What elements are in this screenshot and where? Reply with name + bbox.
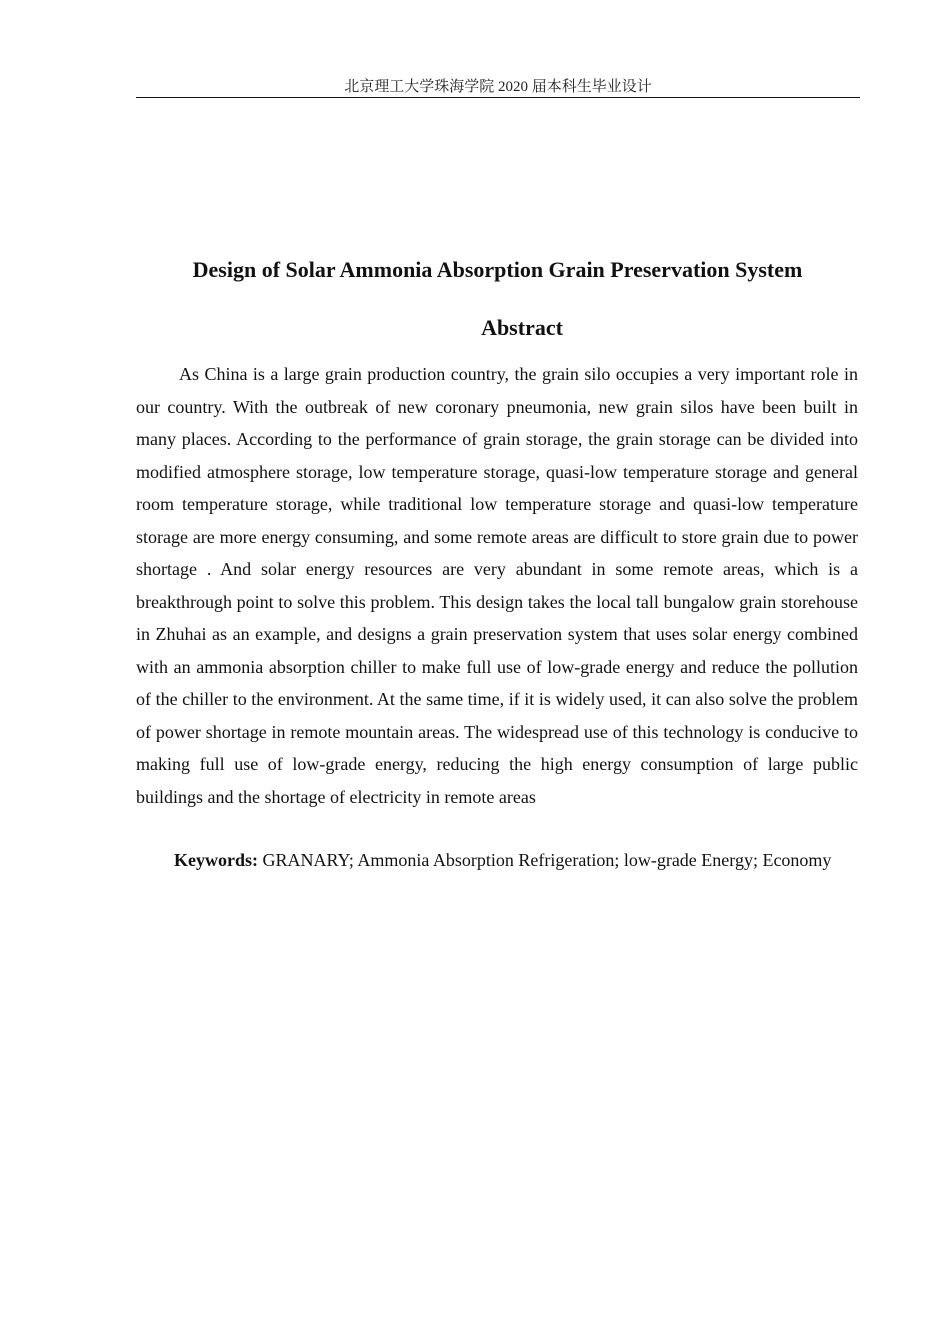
thesis-title: Design of Solar Ammonia Absorption Grain Preservation System bbox=[192, 257, 803, 282]
keywords-text: GRANARY; Ammonia Absorption Refrigeration; low-grade Energy; Economy bbox=[262, 850, 832, 870]
abstract-body: As China is a large grain production country, the grain silo occupies a very important role in our country. With the outbreak of new coronary pneumonia, new grain silos have been built in many places. According to the performance of grain storage, the grain storage can be divided into modified atmosphere storage, low temperature storage, quasi-low temperature storage and general room temperature storage, while traditional low temperature storage and quasi-low temperature storage are more energy consuming, and some remote areas are difficult to store grain due to power shortage . And solar energy resources are very abundant in some remote areas, which is a breakthrough point to solve this problem. This design takes the local tall bungalow grain storehouse in Zhuhai as an example, and designs a grain preservation system that uses solar energy combined with an ammonia absorption chiller to make full use of low-grade energy and reduce the pollution of the chiller to the environment. At the same time, if it is widely used, it can also solve the problem of power shortage in remote mountain areas. The widespread use of this technology is conducive to making full use of low-grade energy, reducing the high energy consumption of large public buildings and the shortage of electricity in remote areas bbox=[136, 364, 858, 807]
abstract-heading: Abstract bbox=[481, 315, 563, 340]
keywords-paragraph bbox=[136, 844, 858, 877]
keywords-label: Keywords: bbox=[174, 850, 258, 870]
running-header: 北京理工大学珠海学院 2020 届本科生毕业设计 bbox=[344, 79, 652, 95]
header-rule bbox=[136, 97, 860, 98]
